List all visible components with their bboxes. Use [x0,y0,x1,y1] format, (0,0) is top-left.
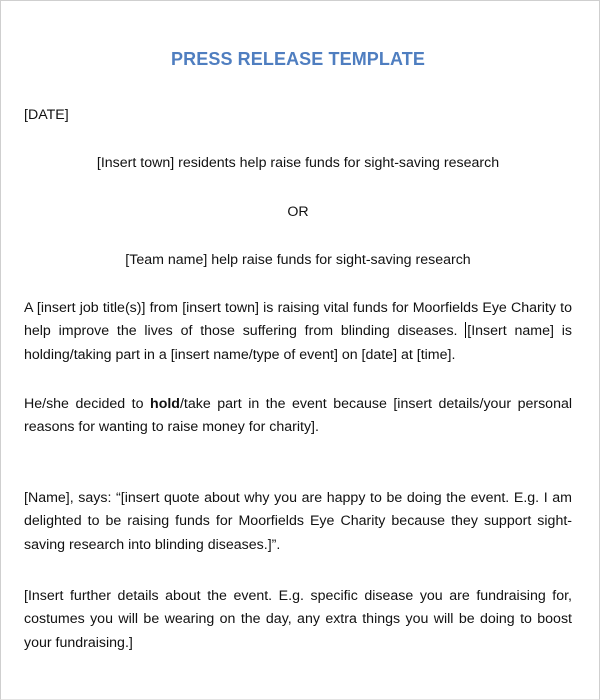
paragraph-quote: [Name], says: “[insert quote about why you are happy to be doing the event. E.g. I am delighted to be raising funds for Moorfields Eye Charity because they support sight-saving research into blinding diseases.]”. [24,490,572,553]
paragraph-reason [24,393,572,440]
headline-option-1: [Insert town] residents help raise funds for sight-saving research [96,155,500,171]
paragraph-reason-before: He/she decided to [24,396,151,412]
paragraph-reason-after: /take part in the event because [insert details/your personal reasons for wanting to raise money for charity]. [24,396,573,436]
paragraph-intro [24,297,572,367]
or-separator: OR [287,204,309,220]
paragraph-reason-bold: hold [150,396,180,412]
paragraph-details: [Insert further details about the event. E.g. specific disease you are fundraising for, costumes you will be wearing on the day, any extra things you will be doing to boost your fundraising.] [24,588,572,651]
paragraph-intro-part-a: A [insert job title(s)] from [insert town] is raising vital funds for Moorfields Eye Charity to help improve the lives of those suffering from blinding diseases. [24,300,572,340]
date-placeholder: [DATE] [24,107,69,123]
paragraph-intro-part-b: [Insert name] is holding/taking part in a [insert name/type of event] on [date] at [time]. [24,323,572,363]
headline-option-2: [Team name] help raise funds for sight-saving research [125,252,471,268]
document-title: PRESS RELEASE TEMPLATE [171,49,425,69]
